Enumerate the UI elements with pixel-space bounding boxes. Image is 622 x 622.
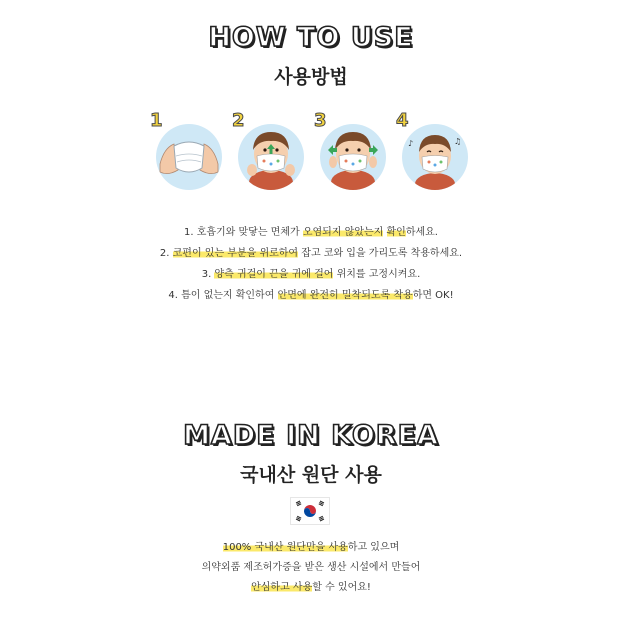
step-number: 2 bbox=[232, 110, 245, 131]
description-text: 할 수 있어요! bbox=[312, 582, 371, 593]
description-text: 하고 있으며 bbox=[347, 542, 400, 553]
made-in-korea-subtitle: 국내산 원단 사용 bbox=[240, 464, 382, 486]
step-number: 1 bbox=[150, 110, 163, 131]
south-korea-flag-icon bbox=[291, 498, 329, 524]
instruction-highlight: 확인 bbox=[386, 227, 406, 238]
instruction-text: 잡고 코와 입을 가리도록 착용하세요. bbox=[298, 248, 463, 259]
how-to-use-subtitle: 사용방법 bbox=[274, 66, 348, 88]
instruction-text: 위치를 고정시켜요. bbox=[333, 269, 421, 280]
description-line-2 bbox=[0, 558, 622, 578]
description-line-1 bbox=[0, 538, 622, 558]
child-hooking-ear-loops-icon bbox=[320, 124, 386, 190]
instruction-text: 1. 호흡기와 맞닿는 면체가 bbox=[183, 227, 303, 238]
instruction-line-4 bbox=[0, 285, 622, 306]
child-placing-mask-icon bbox=[238, 124, 304, 190]
instruction-line-1 bbox=[0, 222, 622, 243]
instruction-line-3 bbox=[0, 264, 622, 285]
svg-text:♪: ♪ bbox=[408, 139, 414, 148]
step-2 bbox=[232, 112, 312, 192]
instruction-highlight: 안면에 완전히 밀착되도록 착용 bbox=[277, 290, 413, 301]
description-line-3 bbox=[0, 578, 622, 598]
instruction-text: 하세요. bbox=[405, 227, 438, 238]
instruction-highlight: 코편이 있는 부분을 위로하여 bbox=[172, 248, 299, 259]
usage-instructions bbox=[0, 222, 622, 306]
steps-illustrations bbox=[144, 112, 474, 192]
step-1 bbox=[150, 112, 230, 192]
svg-text:♫: ♫ bbox=[454, 137, 462, 146]
description-highlight: 100% 국내산 원단만을 사용 bbox=[222, 542, 348, 553]
instruction-text: 3. bbox=[201, 269, 215, 280]
child-wearing-mask-icon bbox=[402, 124, 468, 190]
description-text: 의약외품 제조허가증을 받은 생산 시설에서 만들어 bbox=[201, 562, 421, 573]
instruction-text: 하면 OK! bbox=[412, 290, 454, 301]
instruction-highlight: 양측 귀걸이 끈을 귀에 걸어 bbox=[214, 269, 334, 280]
step-3 bbox=[314, 112, 394, 192]
instruction-text: 4. 틈이 없는지 확인하여 bbox=[168, 290, 278, 301]
step-number: 3 bbox=[314, 110, 327, 131]
instruction-text: 2. bbox=[159, 248, 173, 259]
instruction-highlight: 오염되지 않았는지 bbox=[302, 227, 384, 238]
description-highlight: 안심하고 사용 bbox=[251, 582, 313, 593]
made-in-korea-description bbox=[0, 538, 622, 598]
mask-held-by-hands-icon bbox=[156, 124, 222, 190]
made-in-korea-title: MADE IN KOREA bbox=[183, 420, 439, 451]
how-to-use-title: HOW TO USE bbox=[208, 22, 414, 53]
step-4 bbox=[396, 112, 476, 192]
step-number: 4 bbox=[396, 110, 409, 131]
instruction-line-2 bbox=[0, 243, 622, 264]
